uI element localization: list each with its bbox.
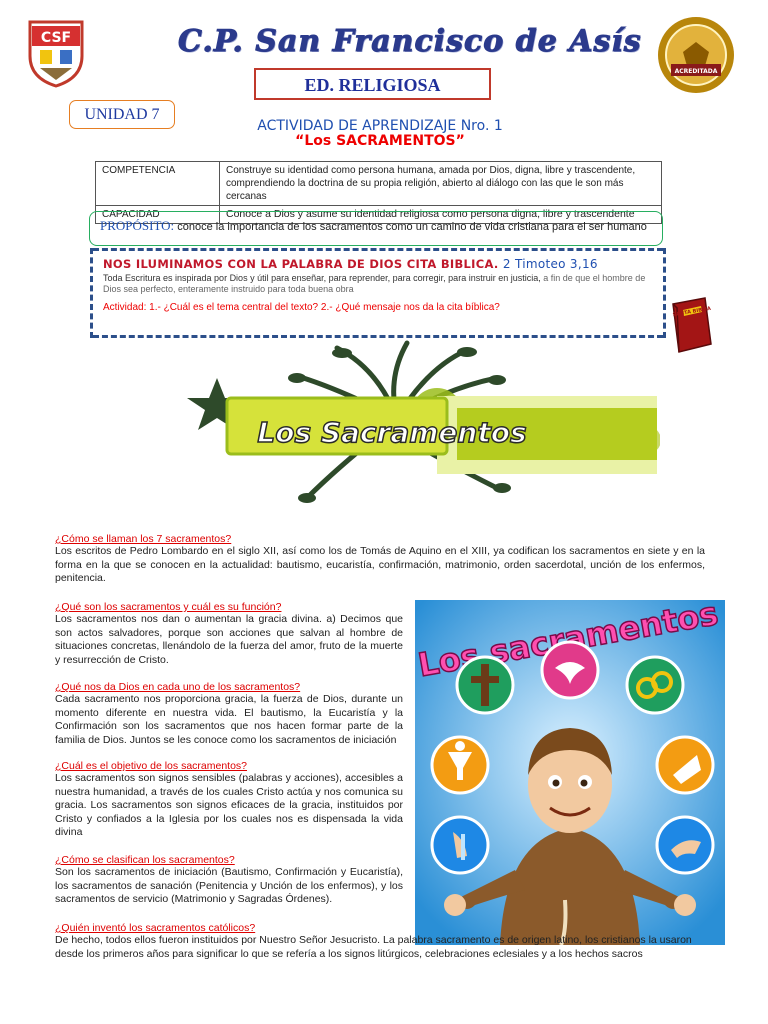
purpose-label: PROPÓSITO:	[100, 218, 175, 233]
activity-label: ACTIVIDAD DE APRENDIZAJE Nro. 1	[257, 118, 503, 134]
quote-text-continued: a fin de que el hombre de Dios sea perfecto, enteramente instruido para toda buena obra	[103, 273, 646, 294]
answer-text: De hecho, todos ellos fueron instituidos por Nuestro Señor Jesucristo. La palabra sacramento es de origen latino, los cristianos la usaron desde los primeros años para significar lo que se refería a los signos litúrgicos, celebraciones eclesiales y a los hechos sacros	[55, 934, 692, 960]
table-key: CAPACIDAD	[96, 206, 220, 224]
question-heading: ¿Cómo se clasifican los sacramentos?	[55, 854, 235, 866]
unit-badge: UNIDAD 7	[69, 100, 175, 129]
banner-title: Los Sacramentos	[257, 416, 527, 449]
table-row	[96, 162, 662, 206]
answer-text: Los sacramentos nos dan o aumentan la gracia divina. a) Decimos que son actos salvadores, porque son acciones que salvan al hombre de situaciones concretas, llenándolo de la fuerza del amor, fruto de la muerte y resurrección de Cristo.	[55, 613, 403, 666]
subject-title: ED. RELIGIOSA	[254, 68, 491, 100]
school-title: C.P. San Francisco de Asís	[178, 24, 642, 59]
purpose-box	[89, 211, 663, 246]
bible-icon	[667, 296, 715, 354]
answer-text: Los sacramentos son signos sensibles (palabras y acciones), accesibles a nuestra humanidad, a través de los cuales Cristo actúa y nos comunica su gracia. Los sacramentos son signos eficaces de la gracia, instituidos por Cristo y confiados a la Iglesia por los cuales nos es dispensada la vida divina	[55, 772, 403, 838]
bible-label: SANTA BIBLIA	[672, 305, 712, 319]
table-value: Conoce a Dios y asume su identidad religiosa como persona digna, libre y trascendente	[220, 206, 662, 224]
question-heading: ¿Cuál es el objetivo de los sacramentos?	[55, 760, 248, 772]
poster-title: Los sacramentos	[415, 600, 721, 685]
table-key: COMPETENCIA	[96, 162, 220, 206]
activity-title: “Los SACRAMENTOS”	[295, 133, 465, 149]
quote-text: Toda Escritura es inspirada por Dios y útil para enseñar, para reprender, para corregir, para instruir en justicia,	[103, 273, 541, 283]
sacramentos-banner	[137, 338, 660, 510]
seal-text: ACREDITADA	[674, 68, 718, 75]
answer-text: Cada sacramento nos proporciona gracia, la fuerza de Dios, durante un momento diferente en nuestra vida. El bautismo, la Eucaristía y la Confirmación son los sacramentos que nos hacen formar parte de la familia de Dios. Juntos se les conoce como los sacramentos de iniciación	[55, 693, 403, 746]
accreditation-seal	[655, 14, 737, 96]
quote-activity: Actividad: 1.- ¿Cuál es el tema central del texto? 2.- ¿Qué mensaje nos da la cita bíblica?	[103, 302, 500, 313]
school-logo	[26, 18, 86, 88]
bible-quote-box	[93, 248, 663, 338]
answer-text: Son los sacramentos de iniciación (Bautismo, Confirmación y Eucaristía), los sacramentos de sanación (Penitencia y Unción de los enfermos), y los sacramentos de servicio (Matrimonio y Sagradas Órdenes).	[55, 866, 403, 905]
quote-heading: NOS ILUMINAMOS CON LA PALABRA DE DIOS CITA BIBLICA.	[103, 257, 499, 271]
table-value: Construye su identidad como persona humana, amada por Dios, digna, libre y trascendente, comprendiendo la doctrina de su propia religión, abierto al diálogo con las que le son más cercanas	[220, 162, 662, 206]
question-heading: ¿Qué son los sacramentos y cuál es su función?	[55, 601, 282, 613]
question-heading: ¿Cómo se llaman los 7 sacramentos?	[55, 533, 232, 545]
quote-reference: 2 Timoteo 3,16	[502, 257, 598, 271]
purpose-text: conoce la importancia de los sacramentos como un camino de vida cristiana para el ser humano	[177, 221, 647, 233]
logo-text: CSF	[40, 30, 72, 46]
question-heading: ¿Qué nos da Dios en cada uno de los sacramentos?	[55, 681, 301, 693]
sacraments-poster	[415, 600, 725, 945]
question-heading: ¿Quién inventó los sacramentos católicos?	[55, 922, 256, 934]
answer-text: Los escritos de Pedro Lombardo en el siglo XII, así como los de Tomás de Aquino en el XIII, ya codifican los sacramentos en siete y en la forma en la que se conocen en la actualidad: bautismo, eucaristía, confirmación, matrimonio, orden sacerdotal, unción de los enfermos, penitencia.	[55, 545, 705, 584]
